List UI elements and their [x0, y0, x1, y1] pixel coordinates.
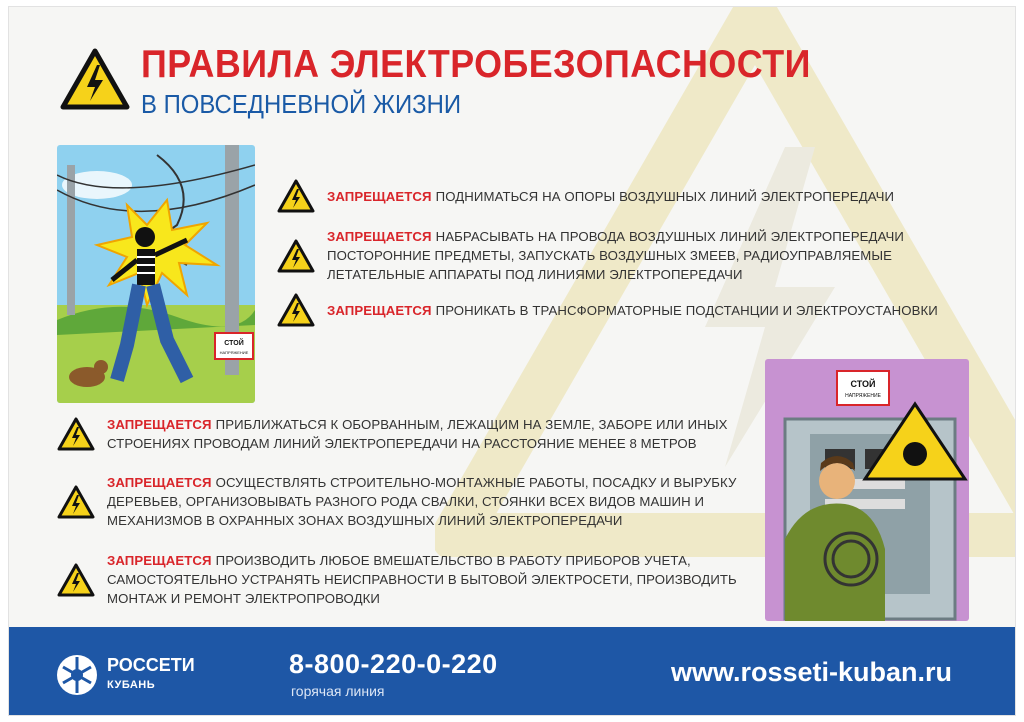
rule-keyword: ЗАПРЕЩАЕТСЯ — [327, 229, 432, 244]
brand-region: КУБАНЬ — [107, 679, 156, 691]
rule-keyword: ЗАПРЕЩАЕТСЯ — [327, 302, 432, 318]
warning-triangle-icon — [57, 485, 95, 519]
rule-text: ОСУЩЕСТВЛЯТЬ СТРОИТЕЛЬНО-МОНТАЖНЫЕ РАБОТЫ, ПОСАДКУ И ВЫРУБКУ ДЕРЕВЬЕВ, ОРГАНИЗОВЫВАТЬ РАЗНОГО РОДА СВАЛКИ, СТОЯНКИ ВСЕХ ВИДОВ МАШИН И МЕХАНИЗМОВ В ОХРАННЫХ ЗОНАХ ВОЗДУШНЫХ ЛИНИЙ ЭЛЕКТРОПЕРЕДАЧИ — [107, 475, 737, 528]
rule-item — [57, 551, 737, 608]
panel-sign-voltage-text: НАПРЯЖЕНИЕ — [845, 393, 881, 399]
rule-keyword: ЗАПРЕЩАЕТСЯ — [327, 188, 432, 204]
hotline-label: горячая линия — [291, 683, 385, 699]
rule-keyword: ЗАПРЕЩАЕТСЯ — [107, 553, 212, 568]
rule-keyword: ЗАПРЕЩАЕТСЯ — [107, 475, 212, 490]
hotline-phone[interactable]: 8-800-220-0-220 — [289, 649, 498, 679]
page-subtitle: В ПОВСЕДНЕВНОЙ ЖИЗНИ — [141, 89, 462, 119]
warning-triangle-icon — [277, 179, 315, 213]
panel-sign-stop-text: СТОЙ — [850, 379, 876, 389]
sign-stop-text: СТОЙ — [224, 340, 244, 347]
rule-item — [277, 293, 977, 327]
warning-triangle-icon — [277, 239, 315, 273]
rule-text: НАБРАСЫВАТЬ НА ПРОВОДА ВОЗДУШНЫХ ЛИНИЙ ЭЛЕКТРОПЕРЕДАЧИ ПОСТОРОННИЕ ПРЕДМЕТЫ, ЗАПУСКАТЬ ВОЗДУШНЫХ ЗМЕЕВ, РАДИОУПРАВЛЯЕМЫЕ ЛЕТАТЕЛЬНЫЕ АППАРАТЫ ПОД ЛИНИЯМИ ЭЛЕКТРОПЕРЕДАЧИ — [327, 229, 904, 282]
rosseti-logo-icon — [55, 653, 99, 697]
warning-triangle-icon — [277, 293, 315, 327]
rule-item — [57, 473, 737, 530]
website-link[interactable]: www.rosseti-kuban.ru — [671, 657, 953, 687]
brand-name: РОССЕТИ — [107, 655, 195, 675]
rule-text: ПРИБЛИЖАТЬСЯ К ОБОРВАННЫМ, ЛЕЖАЩИМ НА ЗЕМЛЕ, ЗАБОРЕ ИЛИ ИНЫХ СТРОЕНИЯХ ПРОВОДАМ ЛИНИЙ ЭЛЕКТРОПЕРЕДАЧИ НА РАССТОЯНИЕ МЕНЕЕ 8 МЕТРОВ — [107, 417, 728, 451]
warning-triangle-icon — [57, 417, 95, 451]
safety-poster — [8, 6, 1016, 716]
rule-text: ПОДНИМАТЬСЯ НА ОПОРЫ ВОЗДУШНЫХ ЛИНИЙ ЭЛЕКТРОПЕРЕДАЧИ — [435, 188, 895, 204]
footer-bar — [9, 627, 1016, 716]
illustration-power-line-shock — [57, 145, 255, 403]
rule-text: ПРОИЗВОДИТЬ ЛЮБОЕ ВМЕШАТЕЛЬСТВО В РАБОТУ ПРИБОРОВ УЧЕТА, САМОСТОЯТЕЛЬНО УСТРАНЯТЬ НЕИСПРАВНОСТИ В БЫТОВОЙ ЭЛЕКТРОСЕТИ, ПРОИЗВОДИТЬ МОНТАЖ И РЕМОНТ ЭЛЕКТРОПРОВОДКИ — [107, 553, 737, 606]
rule-item — [57, 415, 737, 453]
page-title: ПРАВИЛА ЭЛЕКТРОБЕЗОПАСНОСТИ — [141, 43, 811, 86]
rule-text: ПРОНИКАТЬ В ТРАНСФОРМАТОРНЫЕ ПОДСТАНЦИИ И ЭЛЕКТРОУСТАНОВКИ — [435, 302, 938, 318]
illustration-electrical-panel — [765, 359, 969, 621]
rule-item — [277, 227, 977, 284]
high-voltage-icon — [59, 47, 131, 111]
rule-keyword: ЗАПРЕЩАЕТСЯ — [107, 417, 212, 432]
sign-voltage-text: НАПРЯЖЕНИЕ — [219, 350, 249, 355]
rule-item — [277, 179, 917, 213]
warning-triangle-icon — [57, 563, 95, 597]
